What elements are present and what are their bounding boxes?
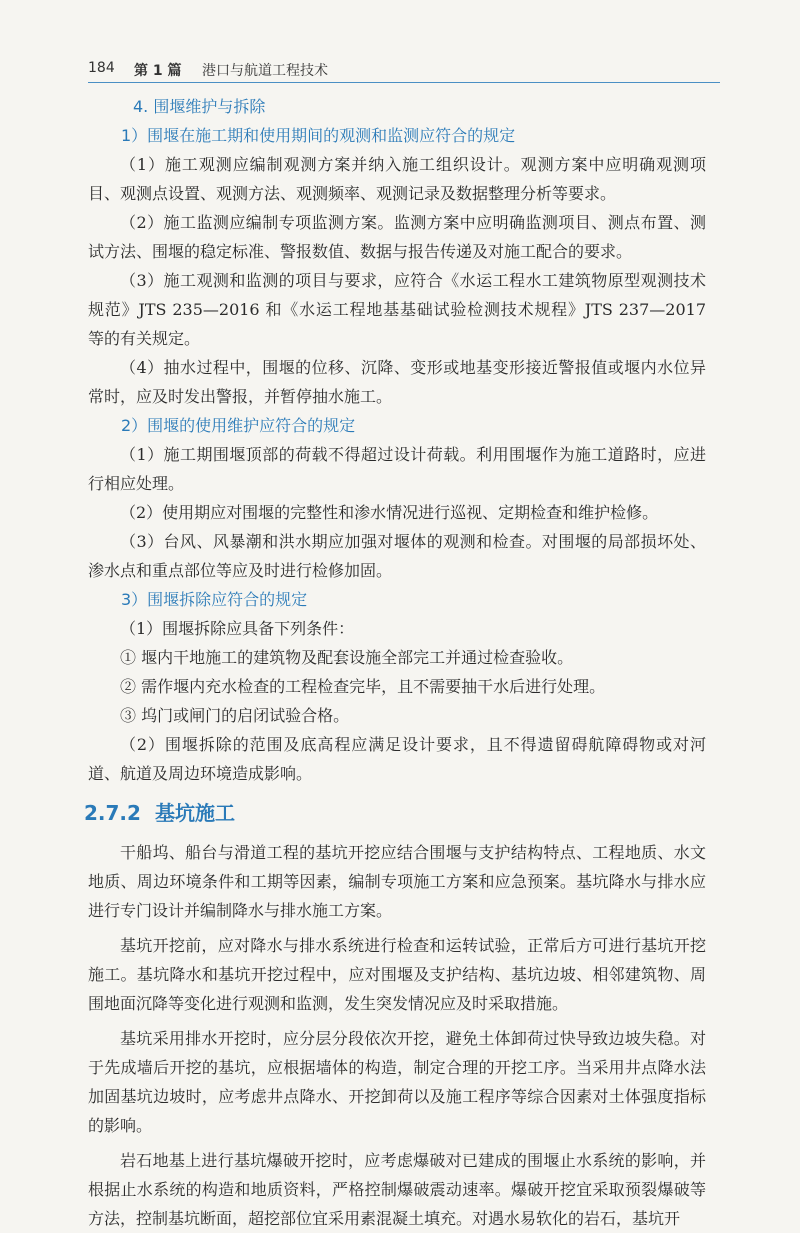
paragraph: 基坑开挖前，应对降水与排水系统进行检查和运转试验，正常后方可进行基坑开挖施工。基坑降水和基坑开挖过程中，应对围堰及支护结构、基坑边坡、相邻建筑物、周围地面沉降等变化进行观测和监测，发生突发情况应及时采取措施。 <box>88 936 706 1013</box>
paragraph: （2）围堰拆除的范围及底高程应满足设计要求，且不得遗留碍航障碍物或对河道、航道及周边环境造成影响。 <box>88 735 706 783</box>
paragraph: （4）抽水过程中，围堰的位移、沉降、变形或地基变形接近警报值或堰内水位异常时，应及时发出警报，并暂停抽水施工。 <box>88 358 706 406</box>
chapter-title: 港口与航道工程技术 <box>202 63 328 79</box>
paragraph: 基坑采用排水开挖时，应分层分段依次开挖，避免土体卸荷过快导致边坡失稳。对于先成墙后开挖的基坑，应根据墙体的构造，制定合理的开挖工序。当采用井点降水法加固基坑边坡时，应考虑井点降水、开挖卸荷以及施工程序等综合因素对土体强度指标的影响。 <box>88 1029 706 1135</box>
paragraph: （1）施工期围堰顶部的荷载不得超过设计荷载。利用围堰作为施工道路时，应进行相应处理。 <box>88 445 706 493</box>
section-2-7-2-heading <box>84 798 702 828</box>
paragraph: （1）围堰拆除应具备下列条件： <box>120 619 355 638</box>
list-item: ① 堰内干地施工的建筑物及配套设施全部完工并通过检查验收。 <box>120 648 574 667</box>
section-number: 2.7.2 <box>84 801 141 825</box>
section-4-heading: 4. 围堰维护与拆除 <box>133 97 266 116</box>
paragraph: 岩石地基上进行基坑爆破开挖时，应考虑爆破对已建成的围堰止水系统的影响，并根据止水系统的构造和地质资料，严格控制爆破震动速率。爆破开挖宜采取预裂爆破等方法，控制基坑断面，超挖部位宜采用素混凝土填充。对遇水易软化的岩石，基坑开 <box>88 1151 706 1228</box>
subsection-3-heading: 3）围堰拆除应符合的规定 <box>121 590 308 609</box>
part-label: 第 1 篇 <box>134 63 182 79</box>
running-header <box>88 58 720 83</box>
subsection-1-heading: 1）围堰在施工期和使用期间的观测和监测应符合的规定 <box>121 126 516 145</box>
list-item: ③ 坞门或闸门的启闭试验合格。 <box>120 706 350 725</box>
paragraph: （3）台风、风暴潮和洪水期应加强对堰体的观测和检查。对围堰的局部损坏处、渗水点和重点部位等应及时进行检修加固。 <box>88 532 706 580</box>
paragraph: 干船坞、船台与滑道工程的基坑开挖应结合围堰与支护结构特点、工程地质、水文地质、周边环境条件和工期等因素，编制专项施工方案和应急预案。基坑降水与排水应进行专门设计并编制降水与排水施工方案。 <box>88 843 706 920</box>
page-body <box>84 92 706 1233</box>
list-item: ② 需作堰内充水检查的工程检查完毕，且不需要抽干水后进行处理。 <box>120 677 606 696</box>
page-number: 184 <box>88 60 115 76</box>
section-title: 基坑施工 <box>154 801 235 825</box>
subsection-2-heading: 2）围堰的使用维护应符合的规定 <box>121 416 356 435</box>
paragraph: （2）使用期应对围堰的完整性和渗水情况进行巡视、定期检查和维护检修。 <box>120 503 659 522</box>
paragraph: （1）施工观测应编制观测方案并纳入施工组织设计。观测方案中应明确观测项目、观测点设置、观测方法、观测频率、观测记录及数据整理分析等要求。 <box>88 155 706 203</box>
paragraph: （2）施工监测应编制专项监测方案。监测方案中应明确监测项目、测点布置、测试方法、围堰的稳定标准、警报数值、数据与报告传递及对施工配合的要求。 <box>88 213 706 261</box>
paragraph: （3）施工观测和监测的项目与要求，应符合《水运工程水工建筑物原型观测技术规范》JTS 235—2016 和《水运工程地基基础试验检测技术规程》JTS 237—2017 等的有关规定。 <box>88 271 706 348</box>
